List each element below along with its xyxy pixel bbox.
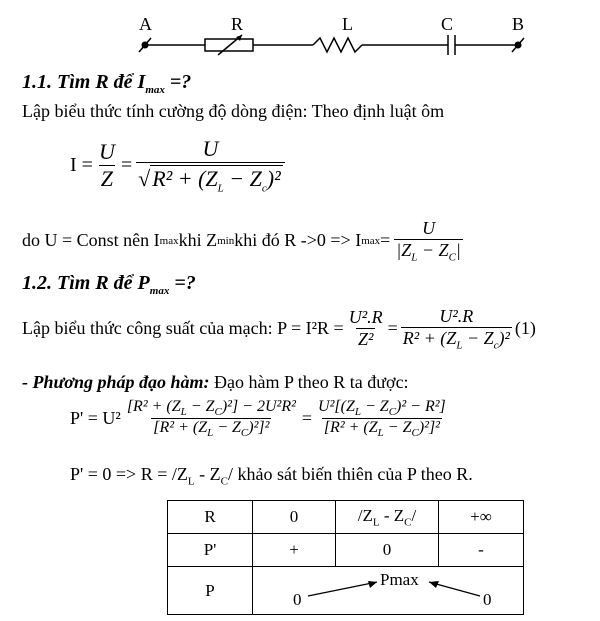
- derivative-fraction-1: $\frac{[R^2 + (Z_L - Z_C)^2] - 2U^2R^2}{[R^2 + (Z_L - Z_C)^2]^2}$: [126, 398, 296, 440]
- variation-table: [167, 500, 524, 615]
- ohm-equation: I = $\frac{U}{Z}$ = $\frac{U}{√R^2 + (Z_L - Z_c)^2}$: [70, 136, 285, 194]
- equation-label: (1): [514, 318, 536, 339]
- table-row: [168, 501, 524, 534]
- table-row: [168, 567, 524, 615]
- derivative-equation: P' = U² $\frac{[R^2 + (Z_L - Z_C)^2] - 2U^2R^2}{[R^2 + (Z_L - Z_C)^2]^2}$ = $\frac{U^2[(Z_L - Z_C)^2 - R^2]}{[R^2 + (Z_L - Z_C)^2]^2}$: [70, 398, 446, 440]
- table-cell: P: [168, 567, 253, 615]
- section1-title: 1.1. Tìm R để $I_{max}$ =?: [22, 71, 192, 96]
- table-cell-variation: [253, 567, 524, 615]
- condition-line: do U = Const nên I max khi Z min khi đó R ->0 => I max = $\frac{U}{|Z_L - Z_C|}$: [22, 218, 461, 264]
- power-equation: Lập biểu thức công suất của mạch: P = I²R = $\frac{\text{U².R}}{\text{Z²}}$ = $\frac{\text{U².R}}{R^2 + (Z_L - Z_c)^2}$ (1): [22, 306, 536, 352]
- table-cell: +: [253, 534, 336, 567]
- label-c: C: [441, 14, 454, 34]
- table-cell: 0: [336, 534, 439, 567]
- table-cell: +∞: [439, 501, 524, 534]
- derivative-fraction-2: $\frac{U^2[(Z_L - Z_C)^2 - R^2]}{[R^2 + (Z_L - Z_C)^2]^2}$: [318, 398, 446, 440]
- u-over-z: $\frac{U}{Z}$: [98, 138, 115, 191]
- zero-condition: $P' = 0 => R = /Z_L - Z_C/$ khảo sát biến thiên của P theo R.: [70, 464, 473, 488]
- section2-title: 1.2. Tìm R để $P_{max}$ =?: [22, 272, 196, 297]
- table-cell: -: [439, 534, 524, 567]
- table-row: [168, 534, 524, 567]
- table-cell: $/Z_L - Z_C/$: [336, 501, 439, 534]
- label-l: L: [342, 14, 353, 34]
- label-r: R: [231, 14, 244, 34]
- method-heading: - Phương pháp đạo hàm: Đạo hàm P theo R ta được:: [22, 372, 409, 392]
- inductor-symbol: [313, 38, 362, 52]
- circuit-diagram: [0, 0, 600, 60]
- p-left-value: 0: [293, 590, 302, 609]
- table-cell: P': [168, 534, 253, 567]
- label-a: A: [139, 14, 152, 34]
- variation-arrows: [253, 568, 517, 613]
- impedance-fraction: $\frac{U}{√R^2 + (Z_L - Z_c)^2}$: [136, 136, 285, 194]
- section1-intro: Lập biểu thức tính cường độ dòng điện: Theo định luật ôm: [22, 101, 445, 121]
- power-fraction-2: $\frac{\text{U².R}}{R^2 + (Z_L - Z_c)^2}$: [402, 306, 510, 352]
- table-cell: R: [168, 501, 253, 534]
- p-right-value: 0: [483, 590, 492, 609]
- table-cell: 0: [253, 501, 336, 534]
- imax-fraction: $\frac{U}{|Z_L - Z_C|}$: [396, 218, 461, 264]
- p-max-value: Pmax: [380, 570, 419, 589]
- power-fraction-1: $\frac{\text{U².R}}{\text{Z²}}$: [348, 307, 383, 350]
- label-b: B: [512, 14, 525, 34]
